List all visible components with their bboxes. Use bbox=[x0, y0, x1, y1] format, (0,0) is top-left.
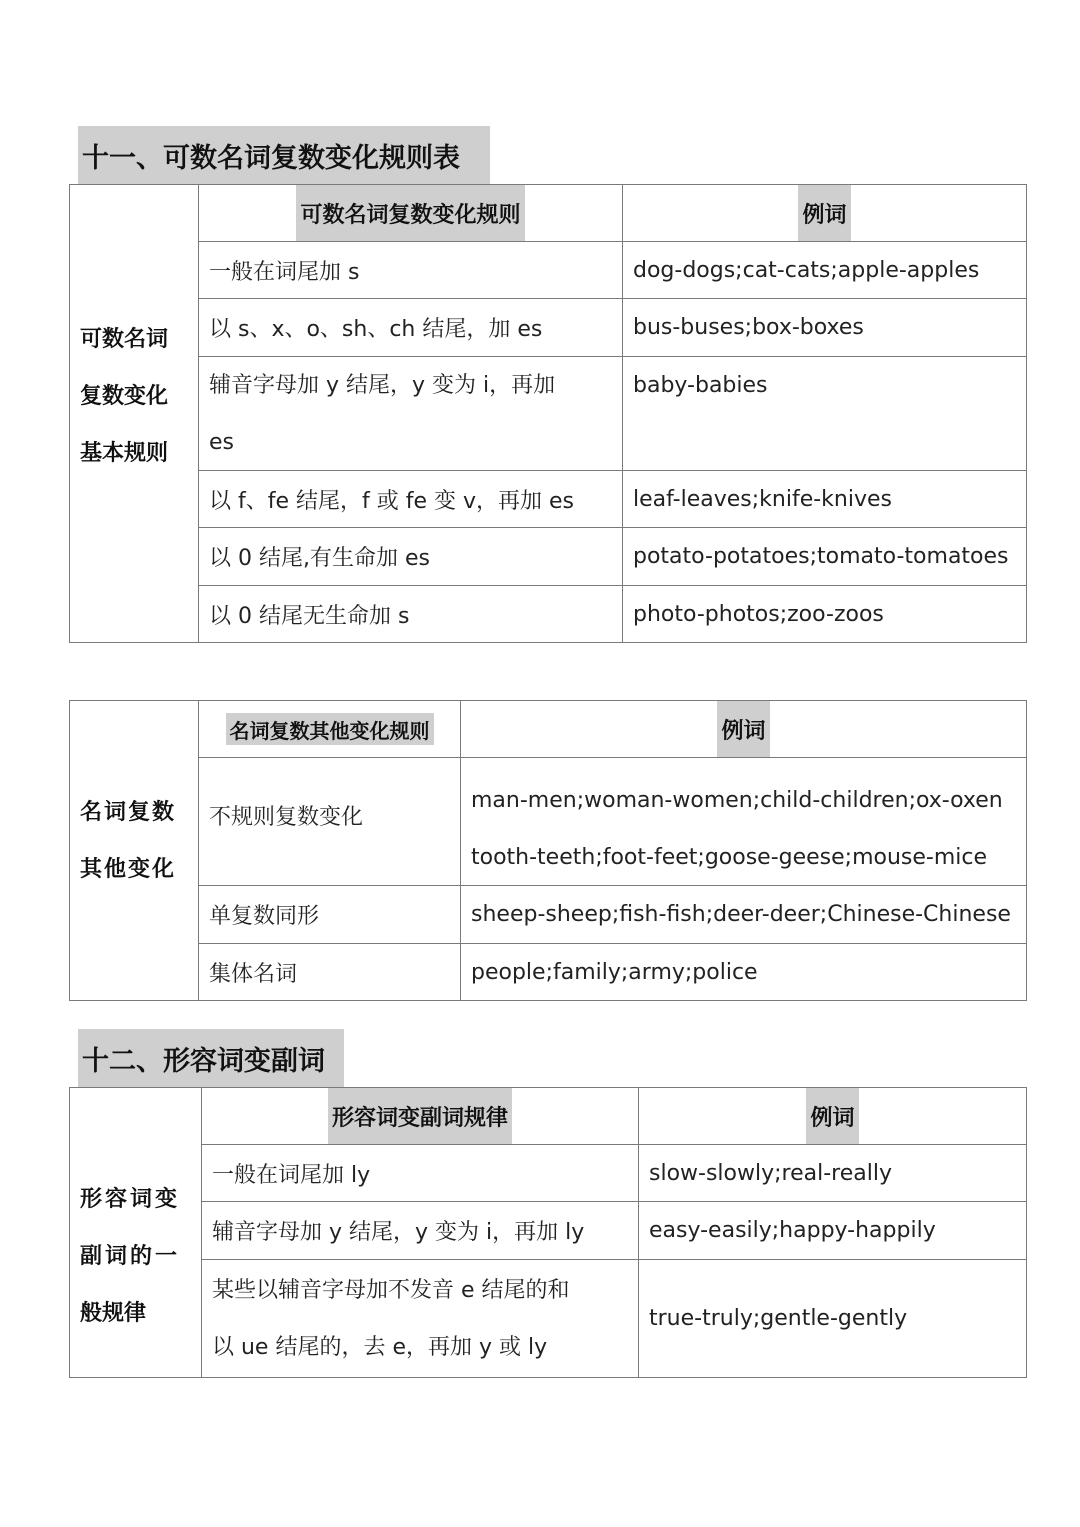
table-row-rule: 一般在词尾加 s bbox=[209, 259, 360, 285]
side-label-line: 般规律 bbox=[80, 1301, 147, 1326]
table-row-example: leaf-leaves;knife-knives bbox=[633, 486, 892, 512]
table-row-rule bbox=[199, 357, 622, 470]
table-row-example: photo-photos;zoo-zoos bbox=[633, 601, 884, 627]
side-label-line: 副词的一 bbox=[80, 1244, 181, 1269]
side-label-plural-basic bbox=[80, 311, 168, 482]
header-rule-label: 名词复数其他变化规则 bbox=[226, 713, 434, 745]
table-row-example bbox=[461, 772, 1026, 885]
table-row-rule: 以 f、fe 结尾，f 或 fe 变 v，再加 es bbox=[209, 488, 575, 514]
side-label-plural-other bbox=[80, 784, 176, 898]
table-row-example: baby-babies bbox=[633, 373, 768, 398]
table-row-example: slow-slowly;real-really bbox=[649, 1160, 892, 1186]
header-example-label: 例词 bbox=[806, 1088, 858, 1144]
example-line: tooth-teeth;foot-feet;goose-geese;mouse-mice bbox=[471, 844, 988, 870]
example-line: man-men;woman-women;child-children;ox-oxen bbox=[471, 787, 1003, 813]
rule-line: es bbox=[209, 429, 234, 455]
section-title-plural-rules: 十一、可数名词复数变化规则表 bbox=[78, 126, 490, 184]
table-row-rule: 辅音字母加 y 结尾，y 变为 i，再加 ly bbox=[212, 1220, 585, 1245]
table-row-example: true-truly;gentle-gently bbox=[649, 1306, 908, 1331]
table-row-rule bbox=[202, 1260, 638, 1377]
rule-line: 某些以辅音字母加不发音 e 结尾的和 bbox=[212, 1277, 570, 1303]
side-label-line: 基本规则 bbox=[80, 441, 169, 466]
table-row-example: bus-buses;box-boxes bbox=[633, 315, 864, 340]
table-row-rule: 不规则复数变化 bbox=[209, 804, 364, 830]
table-row-example: sheep-sheep;fish-fish;deer-deer;Chinese-Chinese bbox=[471, 902, 1011, 927]
table-row-rule: 集体名词 bbox=[209, 961, 298, 987]
side-label-line: 可数名词 bbox=[80, 327, 169, 352]
side-label-line: 复数变化 bbox=[80, 384, 169, 409]
side-label-line: 其他变化 bbox=[80, 857, 177, 882]
header-rule-label: 可数名词复数变化规则 bbox=[296, 185, 524, 241]
side-label-line: 形容词变 bbox=[80, 1187, 181, 1212]
header-example bbox=[623, 185, 1026, 241]
table-row-rule: 以 s、x、o、sh、ch 结尾，加 es bbox=[209, 317, 543, 342]
rule-line: 以 ue 结尾的，去 e，再加 y 或 ly bbox=[212, 1334, 548, 1360]
table-row-example: people;family;army;police bbox=[471, 959, 758, 985]
table-row-example: easy-easily;happy-happily bbox=[649, 1218, 936, 1243]
table-row-example: dog-dogs;cat-cats;apple-apples bbox=[633, 257, 980, 283]
header-rule-label: 形容词变副词规律 bbox=[328, 1088, 512, 1144]
table-row-example: potato-potatoes;tomato-tomatoes bbox=[633, 544, 1009, 569]
table-row-rule: 单复数同形 bbox=[209, 904, 320, 929]
rule-line: 辅音字母加 y 结尾，y 变为 i，再加 bbox=[209, 372, 556, 398]
header-example-label: 例词 bbox=[717, 701, 769, 757]
header-example-label: 例词 bbox=[798, 185, 850, 241]
header-example bbox=[639, 1088, 1026, 1144]
table-row-rule: 以 0 结尾无生命加 s bbox=[209, 603, 410, 629]
table-row-rule: 以 0 结尾,有生命加 es bbox=[209, 546, 430, 571]
table-row-rule: 一般在词尾加 ly bbox=[212, 1162, 371, 1188]
header-rule bbox=[202, 1088, 638, 1144]
header-rule bbox=[199, 701, 460, 757]
side-label-adj-adv bbox=[80, 1171, 180, 1342]
side-label-line: 名词复数 bbox=[80, 800, 177, 825]
header-rule bbox=[199, 185, 622, 241]
header-example bbox=[461, 701, 1026, 757]
section-title-adj-to-adv: 十二、形容词变副词 bbox=[78, 1029, 344, 1087]
